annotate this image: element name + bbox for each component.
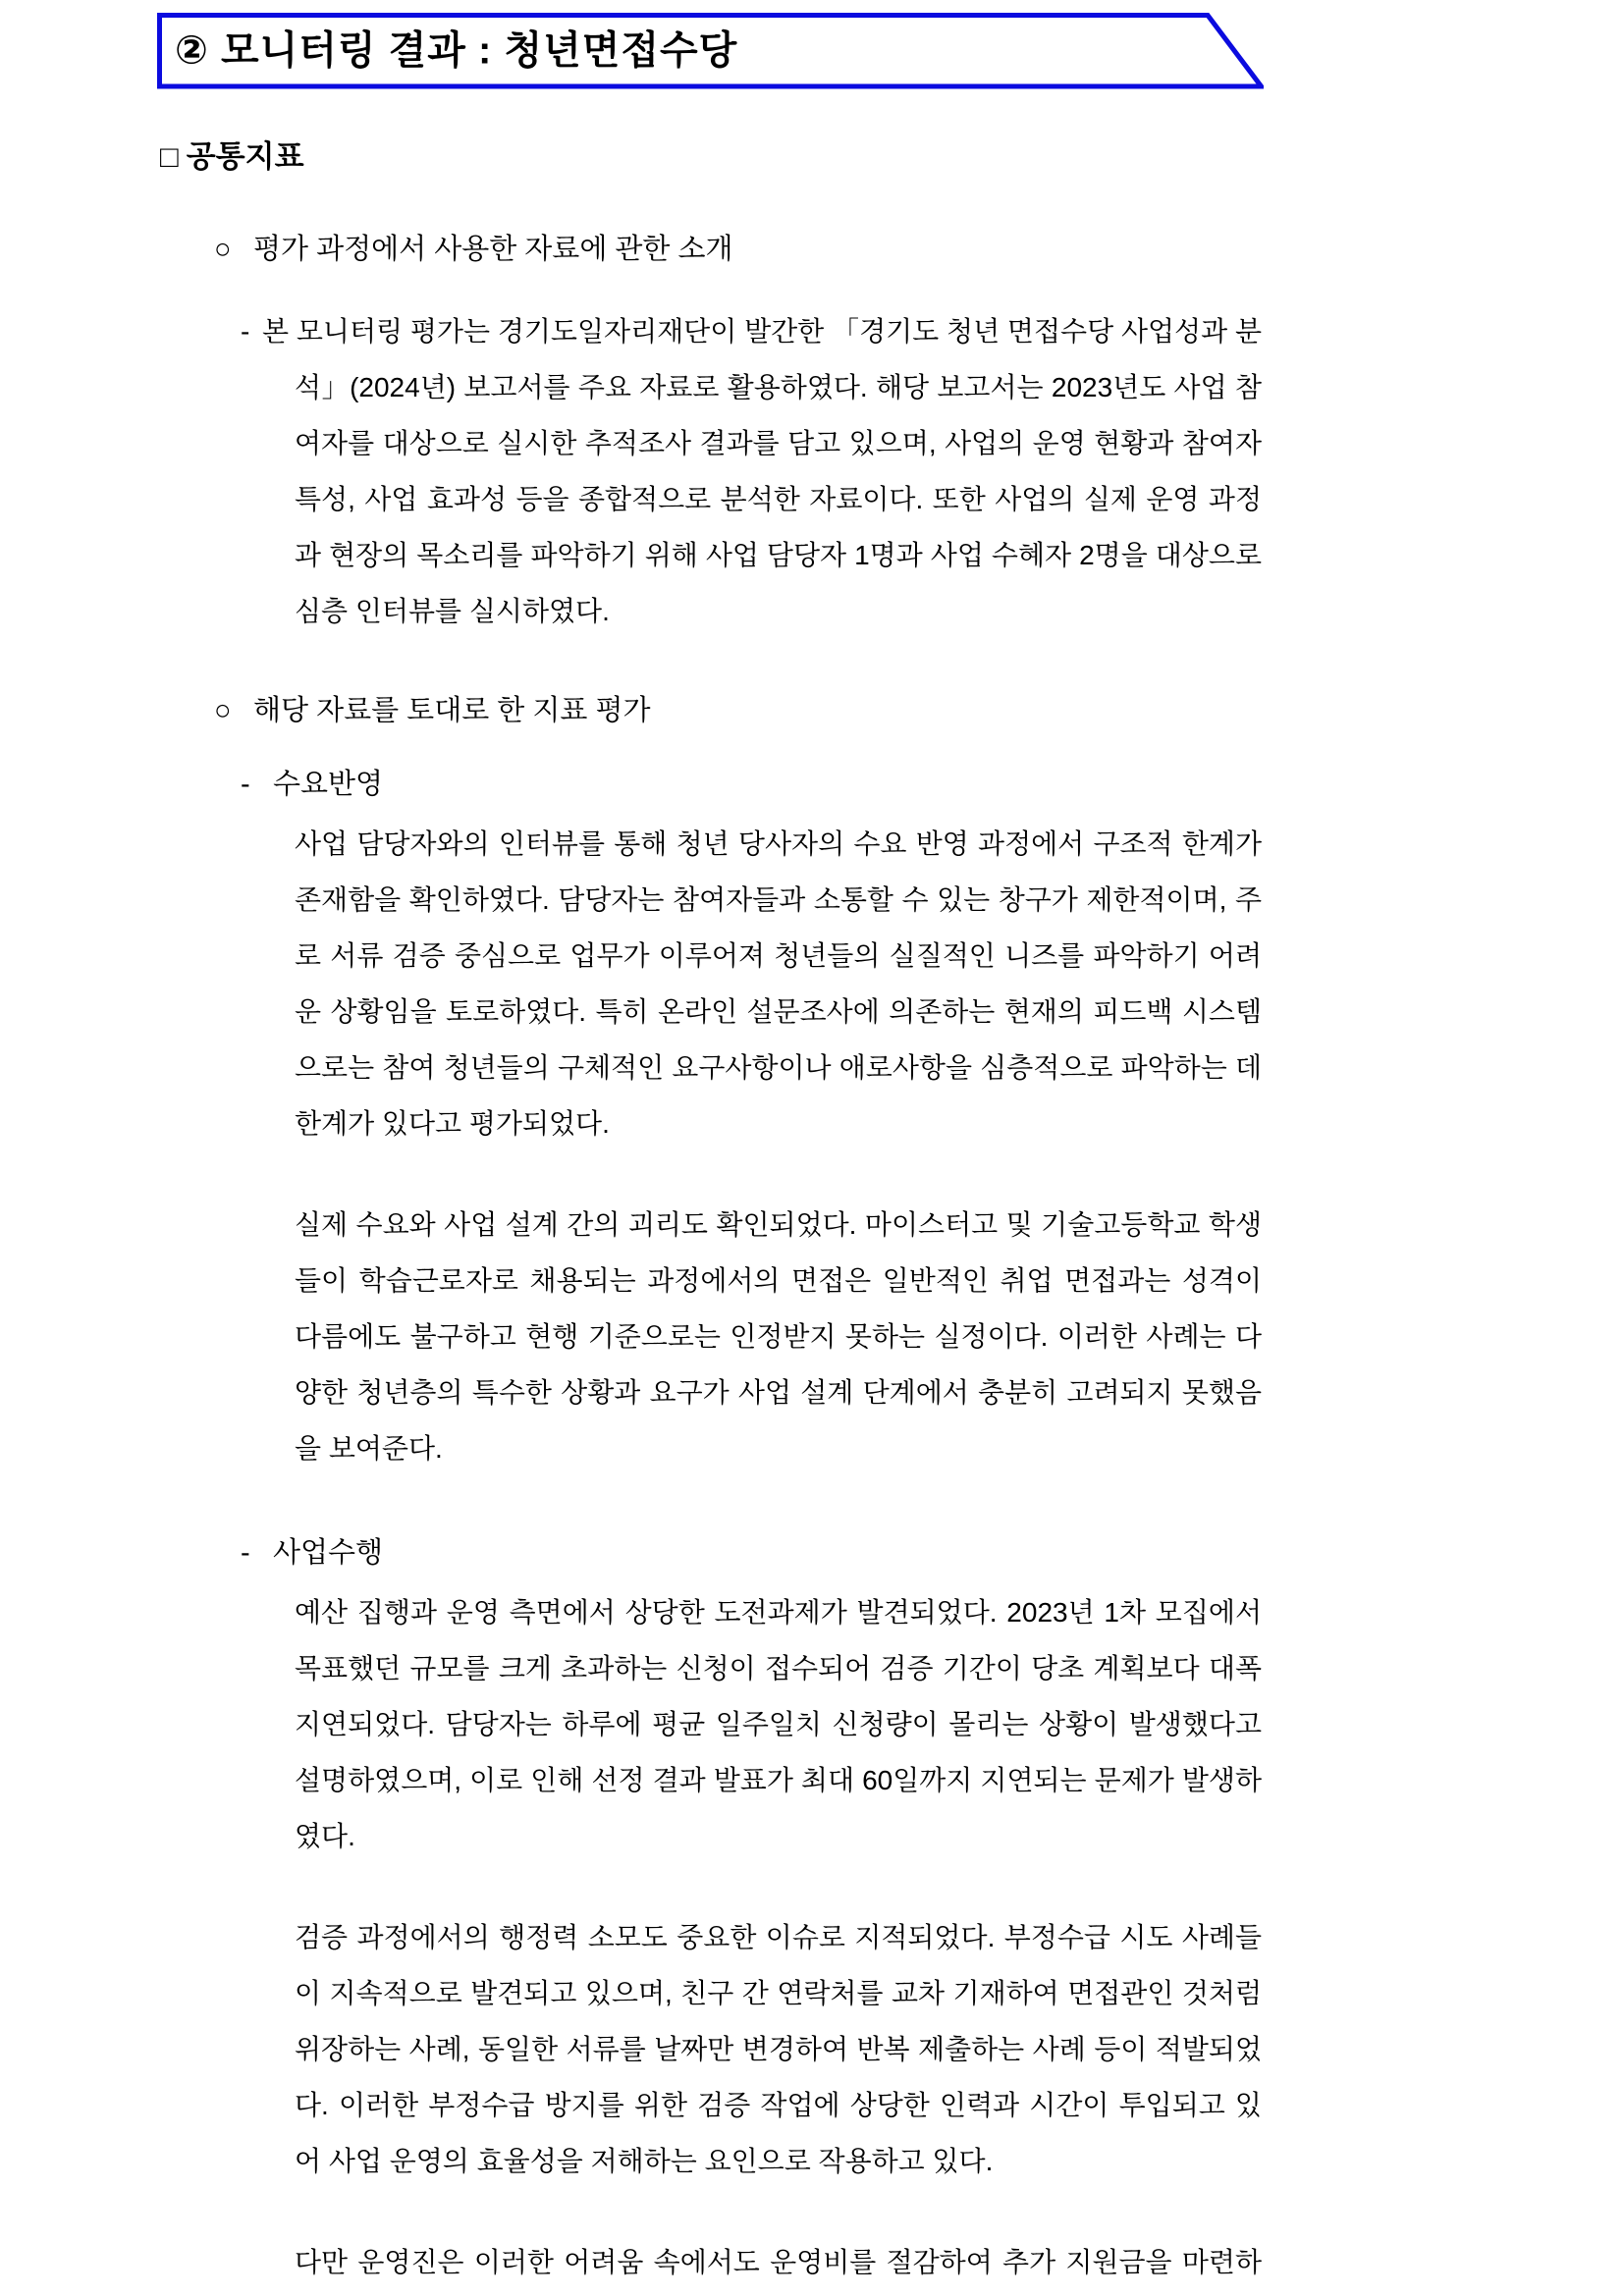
- paragraph-data-source: [241, 303, 1262, 639]
- paragraph-demand-reflection-2: 실제 수요와 사업 설계 간의 괴리도 확인되었다. 마이스터고 및 기술고등학교 학생들이 학습근로자로 채용되는 과정에서의 면접은 일반적인 취업 면접과는 성격이 다름에도 불구하고 현행 기준으로는 인정받지 못하는 실정이다. 이러한 사례는 다양한 청년층의 특수한 상황과 요구가 사업 설계 단계에서 충분히 고려되지 못했음을 보여준다.: [295, 1209, 1262, 1464]
- page-title: ② 모니터링 결과 : 청년면접수당: [175, 28, 738, 73]
- paragraph-data-source-text: 본 모니터링 평가는 경기도일자리재단이 발간한 「경기도 청년 면접수당 사업성과 분석」(2024년) 보고서를 주요 자료로 활용하였다. 해당 보고서는 2023년도 사업 참여자를 대상으로 실시한 추적조사 결과를 담고 있으며, 사업의 운영 현황과 참여자 특성, 사업 효과성 등을 종합적으로 분석한 자료이다. 또한 사업의 실제 운영 과정과 현장의 목소리를 파악하기 위해 사업 담당자 1명과 사업 수혜자 2명을 대상으로 심층 인터뷰를 실시하였다.: [262, 316, 1262, 626]
- circle-bullet-icon: ○: [214, 695, 232, 726]
- dash-bullet-icon: -: [241, 769, 250, 800]
- list-item-indicator-evaluation-label: 해당 자료를 토대로 한 지표 평가: [253, 695, 651, 726]
- list-item-data-intro: [214, 222, 1623, 278]
- dash-bullet-icon: -: [241, 1537, 250, 1569]
- paragraph-demand-reflection-1: 사업 담당자와의 인터뷰를 통해 청년 당사자의 수요 반영 과정에서 구조적 한계가 존재함을 확인하였다. 담당자는 참여자들과 소통할 수 있는 창구가 제한적이며, 주로 서류 검증 중심으로 업무가 이루어져 청년들의 실질적인 니즈를 파악하기 어려운 상황임을 토로하였다. 특히 온라인 설문조사에 의존하는 현재의 피드백 시스템으로는 참여 청년들의 구체적인 요구사항이나 애로사항을 심층적으로 파악하는 데 한계가 있다고 평가되었다.: [295, 828, 1262, 1139]
- subsection-program-execution-label: 사업수행: [273, 1537, 384, 1569]
- subsection-demand-reflection-label: 수요반영: [273, 769, 384, 800]
- subsection-program-execution-heading: [241, 1525, 1623, 1581]
- paragraph-program-execution-1: 예산 집행과 운영 측면에서 상당한 도전과제가 발견되었다. 2023년 1차 모집에서 목표했던 규모를 크게 초과하는 신청이 접수되어 검증 기간이 당초 계획보다 대폭 지연되었다. 담당자는 하루에 평균 일주일치 신청량이 몰리는 상황이 발생했다고 설명하였으며, 이로 인해 선정 결과 발표가 최대 60일까지 지연되는 문제가 발생하였다.: [295, 1597, 1262, 1851]
- circle-bullet-icon: ○: [214, 234, 232, 265]
- list-item-indicator-evaluation: [214, 683, 1623, 739]
- common-indicators-label: 공통지표: [186, 139, 304, 174]
- section-header-tab: [157, 13, 1264, 89]
- dash-bullet-icon: -: [241, 316, 250, 347]
- list-item-data-intro-label: 평가 과정에서 사용한 자료에 관한 소개: [253, 234, 733, 265]
- square-bullet-icon: □: [160, 139, 179, 174]
- subsection-demand-reflection-heading: [241, 757, 1623, 813]
- paragraph-program-execution-3-truncated: 다만 운영진은 이러한 어려움 속에서도 운영비를 절감하여 추가 지원금을 마련하: [295, 2247, 1262, 2277]
- paragraph-program-execution-2: 검증 과정에서의 행정력 소모도 중요한 이슈로 지적되었다. 부정수급 시도 사례들이 지속적으로 발견되고 있으며, 친구 간 연락처를 교차 기재하여 면접관인 것처럼 위장하는 사례, 동일한 서류를 날짜만 변경하여 반복 제출하는 사례 등이 적발되었다. 이러한 부정수급 방지를 위한 검증 작업에 상당한 인력과 시간이 투입되고 있어 사업 운영의 효율성을 저해하는 요인으로 작용하고 있다.: [295, 1922, 1262, 2176]
- common-indicators-heading: [160, 129, 1623, 185]
